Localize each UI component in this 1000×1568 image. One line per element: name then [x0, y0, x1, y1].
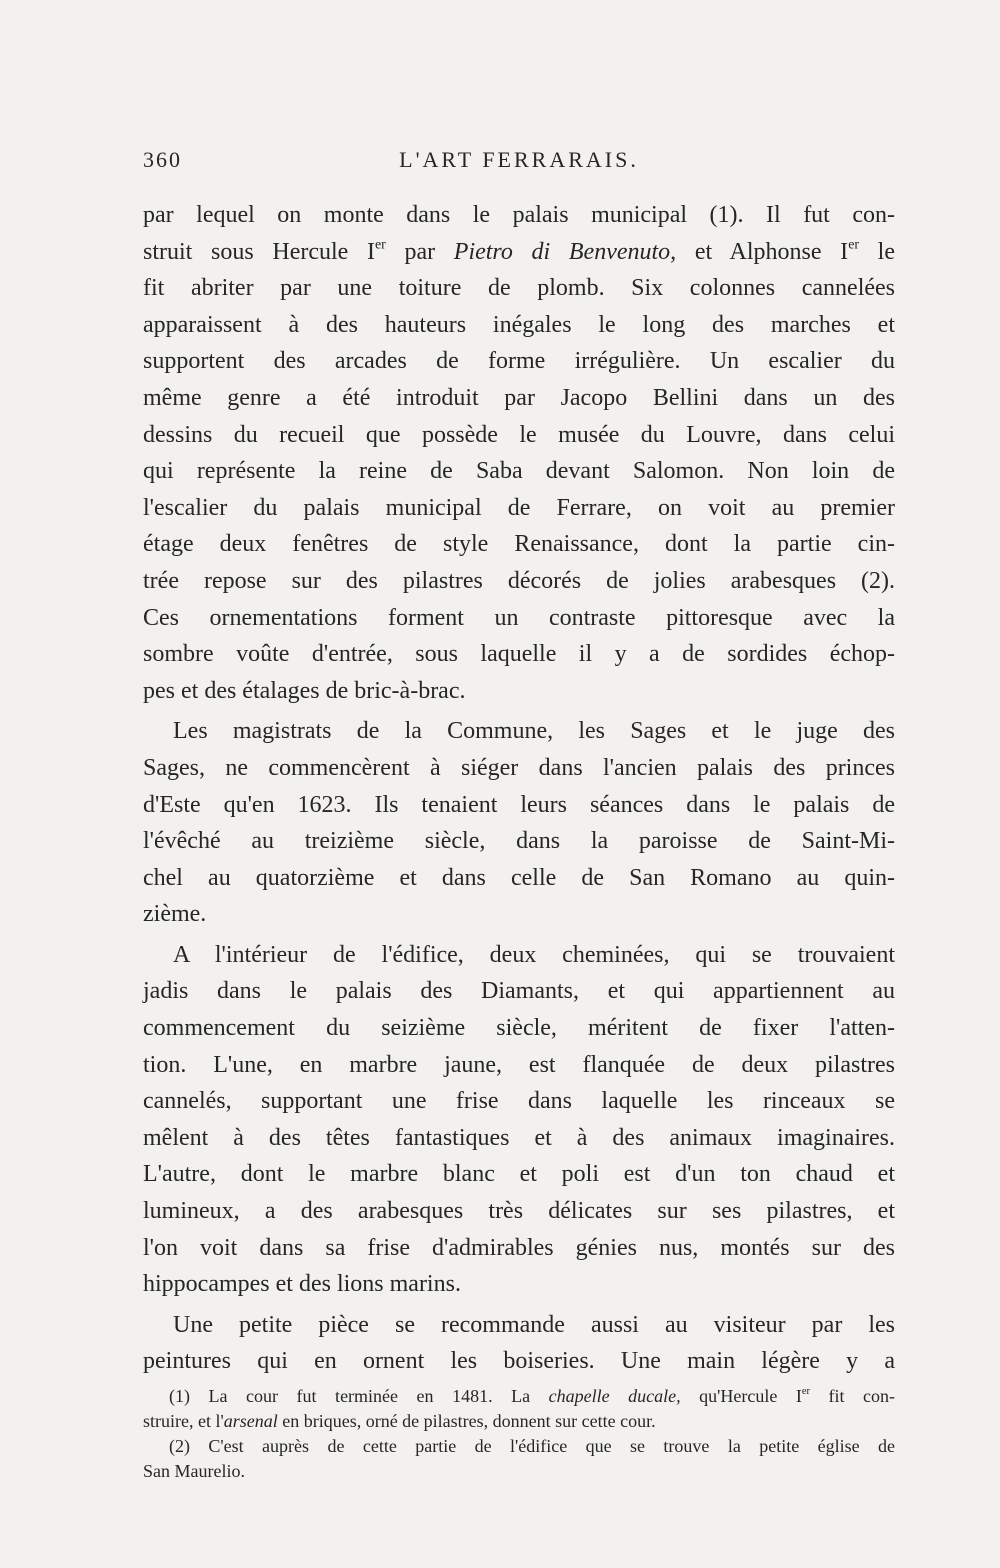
text-line: apparaissent à des hauteurs inégales le long des marches et — [143, 311, 895, 338]
text-line: d'Este qu'en 1623. Ils tenaient leurs séances dans le palais de — [143, 791, 895, 818]
running-title: L'ART FERRARAIS. — [399, 147, 639, 172]
text-line: zième. — [143, 901, 207, 928]
text-line: qui représente la reine de Saba devant Salomon. Non loin de — [143, 458, 895, 485]
text-line: peintures qui en ornent les boiseries. Une main légère y a — [143, 1348, 895, 1375]
text-line: cannelés, supportant une frise dans laquelle les rinceaux se — [143, 1088, 895, 1115]
text-line: supportent des arcades de forme irrégulière. Un escalier du — [143, 348, 895, 375]
text-line: A l'intérieur de l'édifice, deux cheminées, qui se trouvaient — [173, 941, 895, 968]
footnote-1-continued: struire, et l'arsenal en briques, orné de pilastres, donnent sur cette cour. — [143, 1411, 656, 1431]
text-line: trée repose sur des pilastres décorés de jolies arabesques (2). — [143, 567, 895, 594]
text-line: pes et des étalages de bric-à-brac. — [143, 677, 466, 704]
text-line: l'on voit dans sa frise d'admirables génies nus, montés sur des — [143, 1234, 895, 1261]
text-line: étage deux fenêtres de style Renaissance, dont la partie cin- — [143, 531, 895, 558]
body-text — [143, 197, 895, 1380]
text-line: Ces ornementations forment un contraste pittoresque avec la — [143, 604, 895, 631]
text-line: par lequel on monte dans le palais municipal (1). Il fut con- — [143, 202, 895, 228]
text-line: struit sous Hercule Ier par Pietro di Benvenuto, et Alphonse Ier le — [143, 237, 895, 265]
text-line: Les magistrats de la Commune, les Sages et le juge des — [173, 718, 895, 745]
footnote-2: (2) C'est auprès de cette partie de l'édifice que se trouve la petite église de — [169, 1436, 895, 1456]
footnote-2-continued: San Maurelio. — [143, 1461, 245, 1481]
text-line: lumineux, a des arabesques très délicates sur ses pilastres, et — [143, 1198, 895, 1225]
text-line: hippocampes et des lions marins. — [143, 1271, 461, 1298]
text-line: fit abriter par une toiture de plomb. Six colonnes cannelées — [143, 275, 895, 302]
text-line: dessins du recueil que possède le musée du Louvre, dans celui — [143, 421, 895, 448]
text-line: mêlent à des têtes fantastiques et à des animaux imaginaires. — [143, 1124, 895, 1151]
text-line: jadis dans le palais des Diamants, et qui appartiennent au — [143, 978, 895, 1005]
footnote-1: (1) La cour fut terminée en 1481. La chapelle ducale, qu'Hercule Ier fit con- — [169, 1386, 896, 1406]
text-line: Une petite pièce se recommande aussi au visiteur par les — [173, 1311, 895, 1338]
text-line: chel au quatorzième et dans celle de San Romano au quin- — [143, 864, 895, 891]
text-line: l'escalier du palais municipal de Ferrare, on voit au premier — [143, 494, 895, 521]
text-line: L'autre, dont le marbre blanc et poli est d'un ton chaud et — [143, 1161, 895, 1188]
text-line: sombre voûte d'entrée, sous laquelle il y a de sordides échop- — [143, 641, 895, 668]
text-line: commencement du seizième siècle, méritent de fixer l'atten- — [143, 1015, 895, 1042]
footnotes — [143, 1384, 895, 1484]
text-line: Sages, ne commencèrent à siéger dans l'ancien palais des princes — [143, 754, 895, 781]
page-header — [143, 147, 895, 183]
page-number: 360 — [143, 147, 182, 172]
text-line: l'évêché au treizième siècle, dans la paroisse de Saint-Mi- — [143, 828, 895, 855]
text-line: tion. L'une, en marbre jaune, est flanquée de deux pilastres — [143, 1051, 895, 1078]
text-line: même genre a été introduit par Jacopo Bellini dans un des — [143, 384, 895, 411]
